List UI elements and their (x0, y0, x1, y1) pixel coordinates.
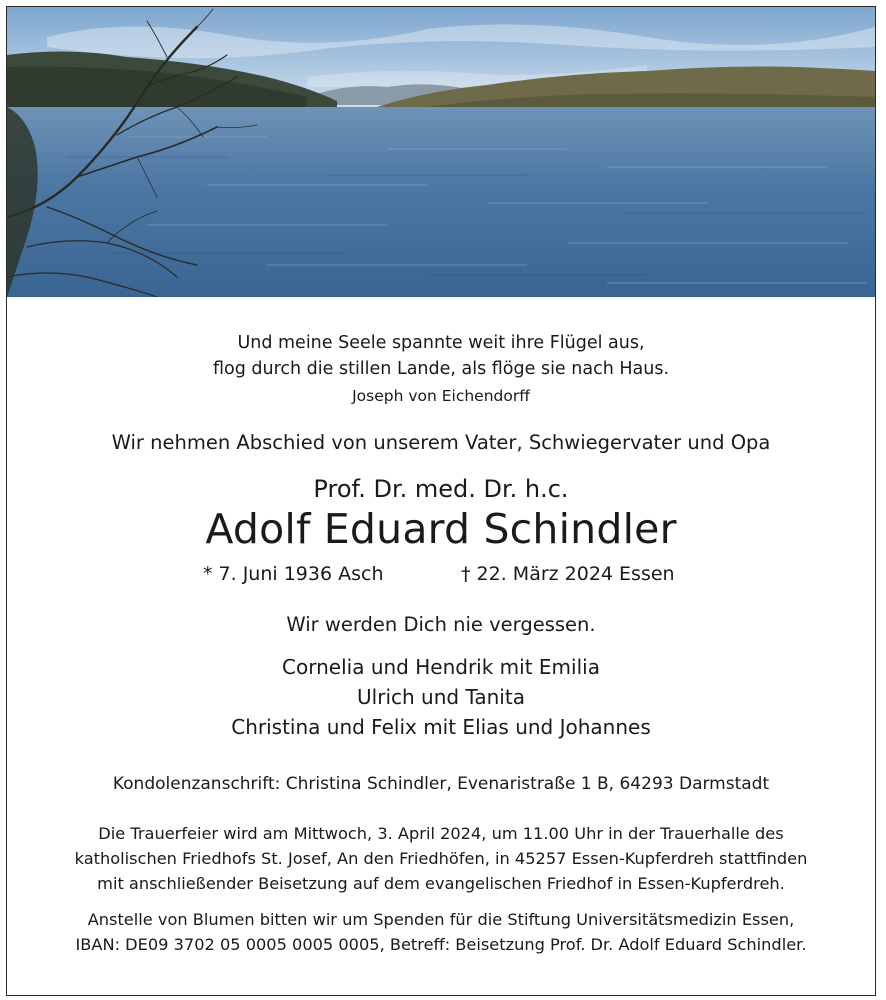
funeral-line-3: mit anschließender Beisetzung auf dem evangelischen Friedhof in Essen-Kupferdreh. (97, 874, 785, 893)
obituary-notice (6, 6, 876, 996)
funeral-line-2: katholischen Friedhofs St. Josef, An den Friedhöfen, in 45257 Essen-Kupferdreh stattfinden (74, 849, 808, 868)
family-line-2: Ulrich und Tanita (357, 685, 525, 709)
quote-line-2: flog durch die stillen Lande, als flöge sie nach Haus. (212, 359, 670, 379)
donation-line-2: IBAN: DE09 3702 05 0005 0005 0005, Betreff: Beisetzung Prof. Dr. Adolf Eduard Schindler. (75, 935, 807, 954)
quote-author: Joseph von Eichendorff (352, 387, 530, 405)
lake-photo (7, 7, 875, 297)
funeral-line-1: Die Trauerfeier wird am Mittwoch, 3. April 2024, um 11.00 Uhr in der Trauerhalle des (98, 824, 784, 843)
birth-date: * 7. Juni 1936 Asch (203, 563, 384, 585)
condolence-address: Kondolenzanschrift: Christina Schindler, Evenaristraße 1 B, 64293 Darmstadt (112, 774, 770, 794)
remembrance-text: Wir werden Dich nie vergessen. (286, 613, 596, 636)
deceased-titles: Prof. Dr. med. Dr. h.c. (313, 475, 569, 503)
deceased-name: Adolf Eduard Schindler (205, 505, 677, 553)
donation-line-1: Anstelle von Blumen bitten wir um Spenden für die Stiftung Universitätsmedizin Essen, (87, 910, 795, 929)
family-line-1: Cornelia und Hendrik mit Emilia (282, 655, 600, 679)
family-line-3: Christina und Felix mit Elias und Johannes (231, 715, 651, 739)
quote-line-1: Und meine Seele spannte weit ihre Flügel aus, (237, 333, 645, 353)
life-dates (7, 563, 875, 587)
farewell-text: Wir nehmen Abschied von unserem Vater, Schwiegervater und Opa (111, 431, 771, 454)
death-date: † 22. März 2024 Essen (461, 563, 675, 585)
